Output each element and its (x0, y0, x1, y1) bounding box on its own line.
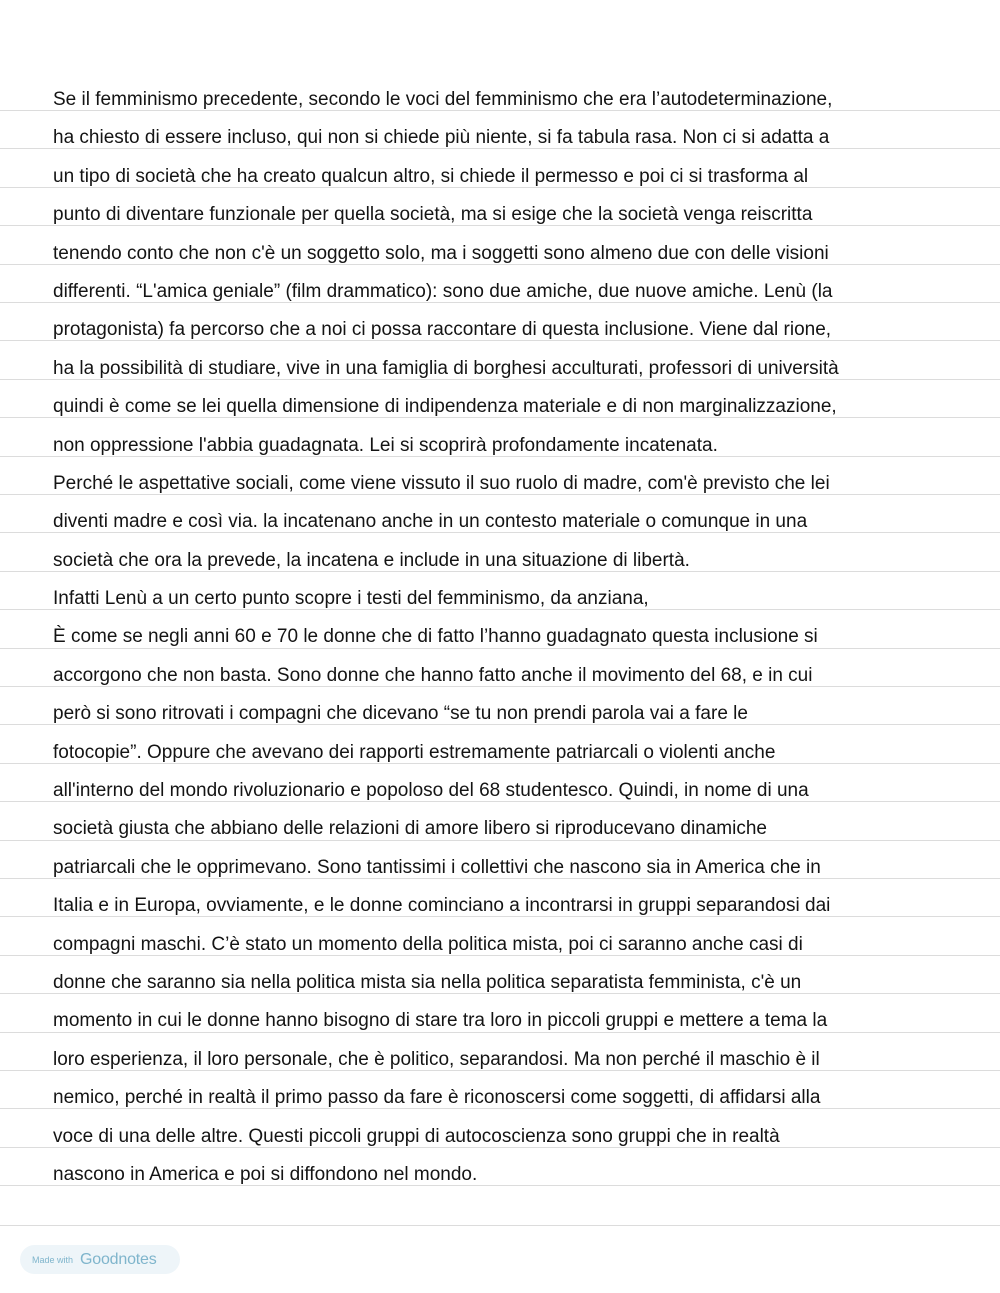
text-line: accorgono che non basta. Sono donne che hanno fatto anche il movimento del 68, e in cui (53, 664, 813, 686)
text-line: all'interno del mondo rivoluzionario e popoloso del 68 studentesco. Quindi, in nome di una (53, 780, 809, 802)
text-line: però si sono ritrovati i compagni che dicevano “se tu non prendi parola vai a fare le (53, 703, 748, 725)
text-line: compagni maschi. C’è stato un momento della politica mista, poi ci saranno anche casi di (53, 933, 803, 955)
text-line: fotocopie”. Oppure che avevano dei rapporti estremamente patriarcali o violenti anche (53, 741, 776, 763)
text-line: Infatti Lenù a un certo punto scopre i testi del femminismo, da anziana, (53, 588, 649, 610)
text-line: un tipo di società che ha creato qualcun altro, si chiede il permesso e poi ci si trasforma al (53, 165, 809, 187)
text-line: È come se negli anni 60 e 70 le donne che di fatto l’hanno guadagnato questa inclusione si (53, 626, 818, 648)
handwritten-note-text (53, 81, 953, 1194)
text-line: patriarcali che le opprimevano. Sono tantissimi i collettivi che nascono sia in America che in (53, 856, 821, 878)
text-line: differenti. “L'amica geniale” (film drammatico): sono due amiche, due nuove amiche. Lenù (la (53, 280, 833, 302)
text-line: protagonista) fa percorso che a noi ci possa raccontare di questa inclusione. Viene dal rione, (53, 319, 832, 341)
text-line: Perché le aspettative sociali, come viene vissuto il suo ruolo di madre, com'è previsto che lei (53, 472, 830, 494)
goodnotes-logo: Goodnotes (80, 1250, 157, 1268)
text-line: nemico, perché in realtà il primo passo da fare è riconoscersi come soggetti, di affidarsi alla (53, 1087, 821, 1109)
text-line: loro esperienza, il loro personale, che è politico, separandosi. Ma non perché il maschio è il (53, 1048, 820, 1070)
text-line: quindi è come se lei quella dimensione di indipendenza materiale e di non marginalizzazione, (53, 396, 837, 418)
made-with-goodnotes-badge[interactable] (20, 1245, 180, 1274)
text-line: ha chiesto di essere incluso, qui non si chiede più niente, si fa tabula rasa. Non ci si adatta a (53, 127, 830, 149)
text-line: donne che saranno sia nella politica mista sia nella politica separatista femminista, c'è un (53, 971, 802, 993)
text-line: punto di diventare funzionale per quella società, ma si esige che la società venga reiscritta (53, 204, 813, 226)
text-line: voce di una delle altre. Questi piccoli gruppi di autocoscienza sono gruppi che in realtà (53, 1125, 780, 1147)
text-line: tenendo conto che non c'è un soggetto solo, ma i soggetti sono almeno due con delle visioni (53, 242, 829, 264)
ruled-line (0, 1225, 1000, 1226)
text-line: Se il femminismo precedente, secondo le voci del femminismo che era l’autodeterminazione, (53, 89, 833, 110)
text-line: ha la possibilità di studiare, vive in una famiglia di borghesi acculturati, professori di università (53, 357, 839, 379)
text-line: Italia e in Europa, ovviamente, e le donne cominciano a incontrarsi in gruppi separandosi dai (53, 895, 831, 917)
text-line: momento in cui le donne hanno bisogno di stare tra loro in piccoli gruppi e mettere a tema la (53, 1010, 828, 1032)
text-line: nascono in America e poi si diffondono nel mondo. (53, 1163, 478, 1185)
badge-prefix: Made with (32, 1254, 74, 1265)
text-line: società giusta che abbiano delle relazioni di amore libero si riproducevano dinamiche (53, 818, 767, 840)
text-line: diventi madre e così via. la incatenano anche in un contesto materiale o comunque in una (53, 511, 808, 533)
text-line: società che ora la prevede, la incatena e include in una situazione di libertà. (53, 549, 690, 571)
text-line: non oppressione l'abbia guadagnata. Lei si scoprirà profondamente incatenata. (53, 434, 718, 456)
